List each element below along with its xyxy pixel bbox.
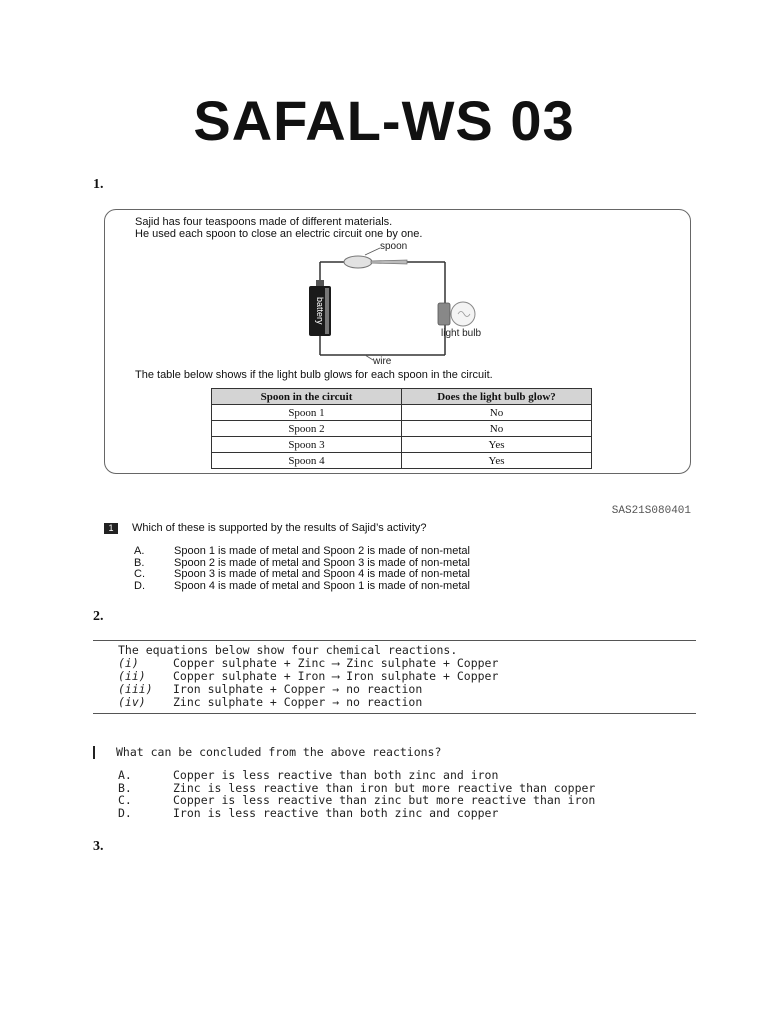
table-cell: No: [402, 421, 592, 437]
table-cell: No: [402, 405, 592, 421]
option-label: B.: [134, 556, 145, 569]
option-label: C.: [134, 568, 145, 580]
option-d[interactable]: [134, 581, 470, 593]
option-label: C.: [118, 793, 132, 807]
reaction-row: [118, 656, 498, 670]
option-d[interactable]: [118, 807, 595, 820]
question-badge: 1: [104, 523, 118, 534]
table-header-row: [212, 389, 592, 405]
table-cell: Spoon 2: [212, 421, 402, 437]
results-table: [211, 388, 592, 469]
table-row: [212, 453, 592, 469]
circuit-wire: [320, 262, 445, 355]
option-text: Copper is less reactive than zinc but more reactive than iron: [173, 793, 596, 807]
question-1-number: 1.: [93, 177, 104, 192]
option-label: A.: [118, 768, 132, 782]
option-label: A.: [134, 545, 145, 557]
question-1-card: [104, 209, 691, 474]
question-marker: [93, 746, 95, 759]
question-2-prompt: What can be concluded from the above reactions?: [116, 745, 442, 759]
spoon-pointer: [365, 248, 380, 255]
question-1-prompt: Which of these is supported by the results of Sajid’s activity?: [132, 522, 427, 534]
intro-line-2: He used each spoon to close an electric circuit one by one.: [135, 228, 423, 240]
option-text: Spoon 1 is made of metal and Spoon 2 is made of non-metal: [174, 545, 470, 557]
reaction-row: [118, 682, 422, 696]
question-2-options: [118, 769, 595, 819]
reaction-row: [118, 669, 498, 683]
table-header: Spoon in the circuit: [212, 389, 402, 405]
reactions-box: [93, 640, 696, 714]
battery-label: battery: [315, 297, 325, 325]
table-header: Does the light bulb glow?: [402, 389, 592, 405]
reaction-text: Copper sulphate + Zinc ⟶ Zinc sulphate + Copper: [173, 656, 499, 670]
reaction-text: Zinc sulphate + Copper → no reaction: [173, 695, 423, 709]
option-label: D.: [134, 579, 145, 592]
question-1-options: [134, 546, 470, 592]
question-3-number: 3.: [93, 839, 104, 854]
table-row: [212, 437, 592, 453]
option-text: Iron is less reactive than both zinc and copper: [173, 805, 499, 820]
reaction-number: (iv): [118, 695, 146, 709]
reaction-row: [118, 695, 422, 709]
option-text: Copper is less reactive than both zinc and iron: [173, 768, 499, 782]
reaction-text: Iron sulphate + Copper → no reaction: [173, 682, 423, 696]
option-label: D.: [118, 805, 132, 820]
question-1-intro: [135, 216, 422, 240]
option-text: Spoon 4 is made of metal and Spoon 1 is made of non-metal: [174, 579, 470, 592]
option-text: Zinc is less reactive than iron but more reactive than copper: [173, 780, 596, 795]
table-cell: Yes: [402, 437, 592, 453]
table-intro: The table below shows if the light bulb glows for each spoon in the circuit.: [135, 369, 493, 381]
page-title: SAFAL-WS 03: [193, 89, 575, 152]
light-bulb-icon: [438, 302, 475, 326]
question-1-text: [104, 522, 427, 534]
reaction-number: (iii): [118, 682, 153, 696]
spoon-label: spoon: [380, 241, 408, 252]
reaction-number: (ii): [118, 669, 146, 683]
table-row: [212, 421, 592, 437]
reaction-text: Copper sulphate + Iron ⟶ Iron sulphate + Copper: [173, 669, 499, 683]
reaction-number: (i): [118, 656, 139, 670]
intro-line-1: Sajid has four teaspoons made of different materials.: [135, 216, 393, 228]
question-2-number: 2.: [93, 609, 104, 624]
option-text: Spoon 3 is made of metal and Spoon 4 is made of non-metal: [174, 568, 470, 580]
table-cell: Spoon 3: [212, 437, 402, 453]
spoon-icon: [344, 256, 407, 268]
question-code: SAS21S080401: [611, 505, 691, 517]
table-cell: Spoon 4: [212, 453, 402, 469]
question-2-text: [93, 745, 441, 759]
circuit-diagram: [295, 240, 525, 365]
light-bulb-label: light bulb: [441, 328, 482, 339]
option-label: B.: [118, 780, 132, 795]
option-text: Spoon 2 is made of metal and Spoon 3 is made of non-metal: [174, 556, 470, 569]
wire-label: wire: [373, 356, 392, 365]
reactions-intro: The equations below show four chemical reactions.: [118, 643, 458, 657]
table-cell: Spoon 1: [212, 405, 402, 421]
table-cell: Yes: [402, 453, 592, 469]
table-row: [212, 405, 592, 421]
